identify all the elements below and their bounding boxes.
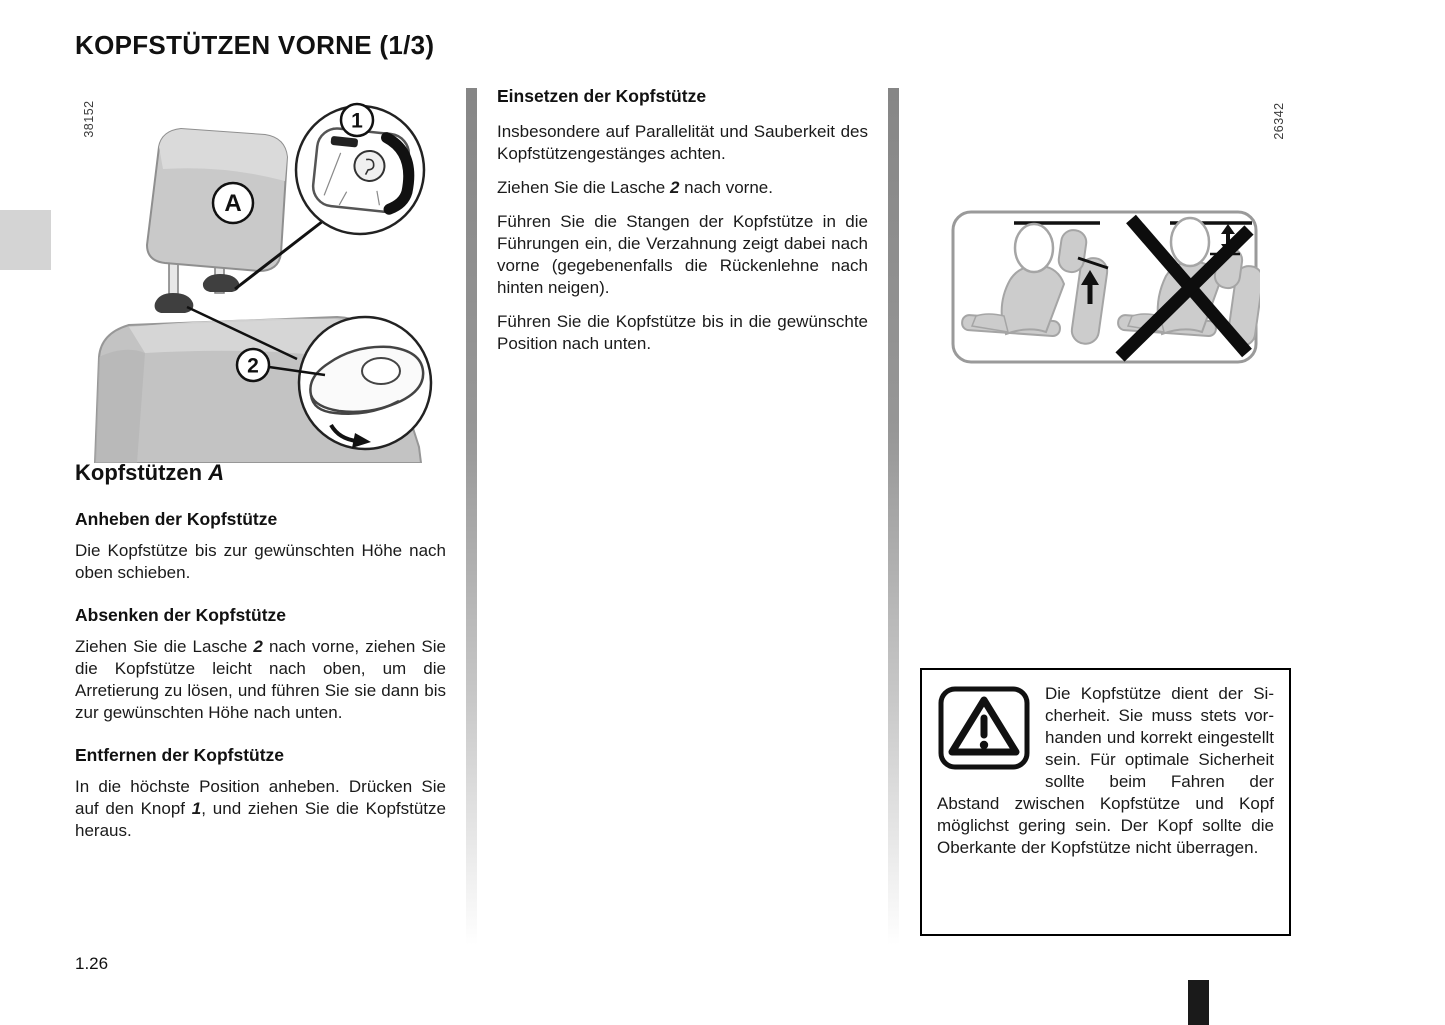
section-entfernen xyxy=(75,744,446,842)
section-absenken-body xyxy=(75,636,446,724)
headrest-guide-left xyxy=(155,293,194,313)
left-column xyxy=(75,462,446,862)
einsetzen-p2-pre: Ziehen Sie die Lasche xyxy=(497,178,670,197)
section-anheben-title: Anheben der Kopfstütze xyxy=(75,509,278,529)
safety-warning-box xyxy=(920,668,1291,936)
release-button-detail xyxy=(311,127,413,214)
einsetzen-p1: Insbesondere auf Parallelität und Sauberkeit des Kopfstützengestänges achten. xyxy=(497,122,868,163)
section-entfernen-title: Entfernen der Kopfstütze xyxy=(75,745,285,765)
left-heading-ref: A xyxy=(208,460,225,485)
page-number: 1.26 xyxy=(75,954,109,973)
einsetzen-p2-post: nach vorne. xyxy=(679,178,773,197)
page-index-marker xyxy=(1188,980,1209,1025)
left-column-heading xyxy=(75,462,446,484)
left-heading-text: Kopfstützen xyxy=(75,460,209,485)
entfernen-ref-1: 1 xyxy=(191,799,202,818)
middle-column xyxy=(497,85,868,367)
section-anheben xyxy=(75,508,446,584)
section-absenken-title: Absenken der Kopfstütze xyxy=(75,605,286,625)
label-a: A xyxy=(224,190,242,217)
section-anheben-body: Die Kopfstütze bis zur gewünschten Höhe nach oben schieben. xyxy=(75,541,446,582)
section-einsetzen-title: Einsetzen der Kopfstütze xyxy=(497,86,707,106)
entfernen-text-pre: In die höchste Position anheben. Drücken Sie auf den Knopf xyxy=(75,777,446,818)
callout-1-number: 1 xyxy=(351,109,363,133)
warning-triangle-icon xyxy=(937,685,1031,771)
einsetzen-p2 xyxy=(497,177,868,199)
position-comparison-figure xyxy=(950,206,1260,368)
absenken-text-post: nach vorne, ziehen Sie die Kopfstütze leicht nach oben, um die Arretierung zu lösen, und führen Sie sie dann bis zur gewünschten Höhe nach unten. xyxy=(75,637,446,722)
absenken-ref-2: 2 xyxy=(253,637,263,656)
warning-text: Die Kopfstütze dient der Sicherheit. Sie muss stets vorhanden und korrekt eingestellt sein. Für optimale Sicherheit sollte beim Fahren der Abstand zwischen Kopfstütze und Kopf möglichst gering sein. Der Kopf sollte die Oberkante der Kopfstütze nicht überragen. xyxy=(937,684,1274,857)
column-divider-2 xyxy=(888,88,899,945)
figure-ref-left: 38152 xyxy=(82,100,96,138)
callout-2-number: 2 xyxy=(247,354,259,378)
page-title: KOPFSTÜTZEN VORNE (1/3) xyxy=(75,30,435,60)
entfernen-text-post: , und ziehen Sie die Kopfstütze heraus. xyxy=(75,799,446,840)
einsetzen-p4: Führen Sie die Kopfstütze bis in die gewünschte Position nach unten. xyxy=(497,312,868,353)
headrest-guide-right xyxy=(203,274,239,292)
einsetzen-ref-2: 2 xyxy=(669,178,680,197)
column-divider-1 xyxy=(466,88,477,945)
figure-ref-right: 26342 xyxy=(1272,102,1286,140)
einsetzen-p3: Führen Sie die Stangen der Kopfstütze in die Führungen ein, die Verzahnung zeigt dabei nach vorne (gegebenenfalls die Rückenlehne nach hinten neigen). xyxy=(497,212,868,297)
section-edge-tab xyxy=(0,210,51,270)
absenken-text-pre: Ziehen Sie die Lasche xyxy=(75,637,254,656)
headrest-seat-figure xyxy=(85,95,435,463)
section-absenken xyxy=(75,604,446,724)
section-entfernen-body xyxy=(75,776,446,842)
